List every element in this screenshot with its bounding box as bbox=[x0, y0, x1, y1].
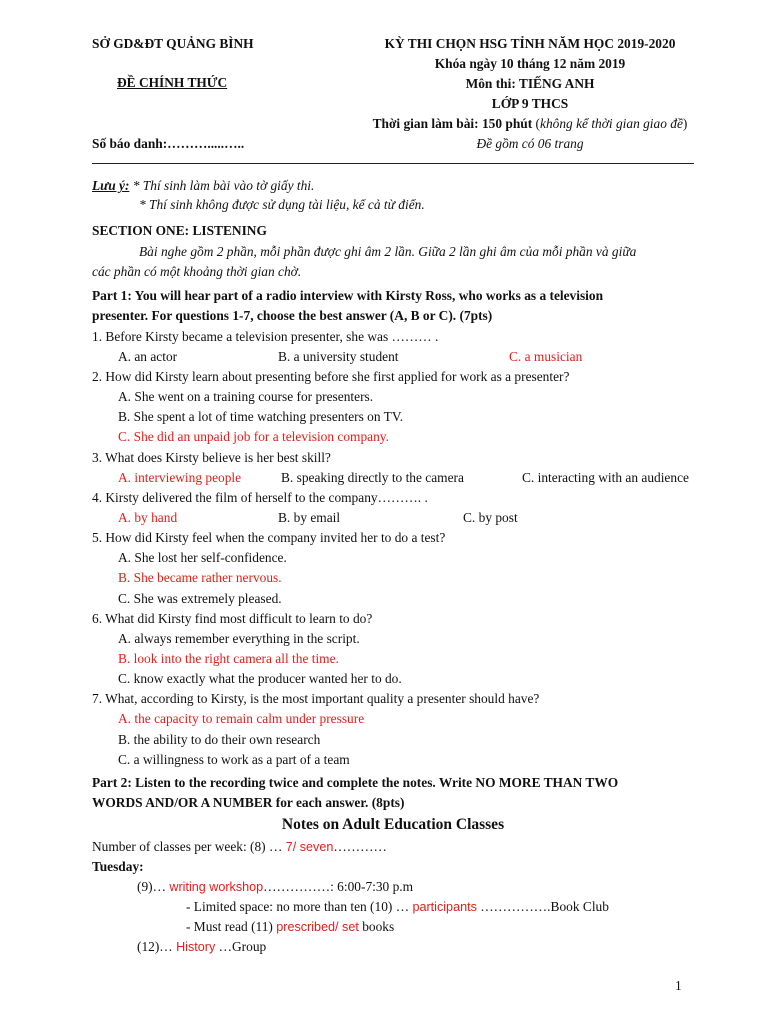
q6-option-b: B. look into the right camera all the time. bbox=[118, 651, 339, 666]
q2-option-a: A. She went on a training course for presenters. bbox=[118, 389, 374, 404]
exam-subject: Môn thi: TIẾNG ANH bbox=[465, 76, 595, 91]
section-intro-2: các phần có một khoảng thời gian chờ. bbox=[92, 264, 302, 279]
exam-time-label: Thời gian làm bài: 150 phút bbox=[372, 116, 533, 131]
official-label: ĐỀ CHÍNH THỨC bbox=[117, 75, 228, 90]
q7-option-b: B. the ability to do their own research bbox=[118, 732, 321, 747]
q1-option-a: A. an actor bbox=[118, 349, 178, 364]
q6-option-a: A. always remember everything in the script. bbox=[118, 631, 360, 646]
time-note: không kể thời gian giao đề bbox=[540, 116, 683, 131]
question-1: 1. Before Kirsty became a television presenter, she was ……… . bbox=[92, 329, 439, 344]
section-intro-1: Bài nghe gồm 2 phần, mỗi phần được ghi âm 2 lần. Giữa 2 lần ghi âm của mỗi phần và giữa bbox=[139, 244, 637, 259]
q3-option-c: C. interacting with an audience bbox=[522, 470, 689, 485]
note-9-prefix: (9)… bbox=[137, 879, 170, 894]
candidate-number: Số báo danh:……….....….. bbox=[92, 136, 245, 151]
exam-grade: LỚP 9 THCS bbox=[491, 96, 569, 111]
q1-option-b: B. a university student bbox=[278, 349, 399, 364]
exam-title: KỲ THI CHỌN HSG TỈNH NĂM HỌC 2019-2020 bbox=[384, 36, 676, 51]
note-8-prefix: Number of classes per week: (8) … bbox=[92, 839, 286, 854]
q5-option-a: A. She lost her self-confidence. bbox=[118, 550, 287, 565]
q7-option-a: A. the capacity to remain calm under pressure bbox=[118, 711, 365, 726]
q5-option-c: C. She was extremely pleased. bbox=[118, 591, 282, 606]
header-divider bbox=[92, 163, 694, 164]
question-3: 3. What does Kirsty believe is her best skill? bbox=[92, 450, 331, 465]
question-5: 5. How did Kirsty feel when the company invited her to do a test? bbox=[92, 530, 446, 545]
q4-option-b: B. by email bbox=[278, 510, 341, 525]
q4-option-c: C. by post bbox=[463, 510, 518, 525]
note-12-suffix: …Group bbox=[215, 939, 267, 954]
q4-option-a: A. by hand bbox=[118, 510, 178, 525]
note-9 bbox=[137, 878, 413, 896]
q5-option-b: B. She became rather nervous. bbox=[118, 570, 282, 585]
exam-time bbox=[330, 115, 730, 132]
q2-option-b: B. She spent a lot of time watching presenters on TV. bbox=[118, 409, 404, 424]
q3-option-a: A. interviewing people bbox=[118, 470, 242, 485]
q7-option-c: C. a willingness to work as a part of a team bbox=[118, 752, 350, 767]
note-8-suffix: ………… bbox=[333, 839, 387, 854]
question-2: 2. How did Kirsty learn about presenting before she first applied for work as a presenter? bbox=[92, 369, 570, 384]
note-12-answer: History bbox=[176, 940, 216, 954]
org-name: SỞ GD&ĐT QUẢNG BÌNH bbox=[92, 36, 254, 51]
notes-text-1: * Thí sinh làm bài vào tờ giấy thi. bbox=[129, 178, 315, 193]
note-8-answer: 7/ seven bbox=[285, 840, 334, 854]
section-title: SECTION ONE: LISTENING bbox=[92, 223, 267, 238]
note-11 bbox=[186, 918, 394, 936]
note-10-suffix: …………….Book Club bbox=[476, 899, 609, 914]
time-note-close: ) bbox=[682, 116, 688, 131]
part1-heading-1: Part 1: You will hear part of a radio interview with Kirsty Ross, who works as a television bbox=[92, 288, 604, 303]
question-4: 4. Kirsty delivered the film of herself to the company………. . bbox=[92, 490, 428, 505]
note-10-answer: participants bbox=[412, 900, 477, 914]
part1-heading-2: presenter. For questions 1-7, choose the best answer (A, B or C). (7pts) bbox=[92, 308, 493, 323]
exam-date: Khóa ngày 10 tháng 12 năm 2019 bbox=[434, 56, 626, 71]
note-8 bbox=[92, 838, 387, 856]
q2-option-c: C. She did an unpaid job for a television company. bbox=[118, 429, 389, 444]
notes-title: Notes on Adult Education Classes bbox=[281, 816, 505, 833]
note-11-suffix: books bbox=[358, 919, 395, 934]
note-11-prefix: - Must read (11) bbox=[186, 919, 277, 934]
note-10 bbox=[186, 898, 609, 916]
page-count: Đề gồm có 06 trang bbox=[476, 136, 584, 151]
question-6: 6. What did Kirsty find most difficult to learn to do? bbox=[92, 611, 373, 626]
note-12-prefix: (12)… bbox=[137, 939, 177, 954]
note-9-suffix: ……………: 6:00-7:30 p.m bbox=[263, 879, 414, 894]
tuesday-label: Tuesday: bbox=[92, 859, 144, 874]
part2-heading-1: Part 2: Listen to the recording twice and complete the notes. Write NO MORE THAN TWO bbox=[92, 775, 619, 790]
part2-heading-2: WORDS AND/OR A NUMBER for each answer. (8pts) bbox=[92, 795, 405, 810]
q6-option-c: C. know exactly what the producer wanted her to do. bbox=[118, 671, 402, 686]
q3-option-b: B. speaking directly to the camera bbox=[281, 470, 464, 485]
page-number: 1 bbox=[675, 978, 682, 993]
note-11-answer: prescribed/ set bbox=[276, 920, 359, 934]
question-7: 7. What, according to Kirsty, is the most important quality a presenter should have? bbox=[92, 691, 540, 706]
time-note-open: ( bbox=[532, 116, 541, 131]
note-9-answer: writing workshop bbox=[169, 880, 264, 894]
notes-line-2: * Thí sinh không được sử dụng tài liệu, kể cả từ điển. bbox=[139, 197, 425, 212]
q1-option-c: C. a musician bbox=[509, 349, 583, 364]
note-10-prefix: - Limited space: no more than ten (10) … bbox=[186, 899, 413, 914]
note-12 bbox=[137, 938, 266, 956]
notes-label: Lưu ý: bbox=[92, 178, 130, 193]
notes-line-1 bbox=[92, 177, 314, 194]
